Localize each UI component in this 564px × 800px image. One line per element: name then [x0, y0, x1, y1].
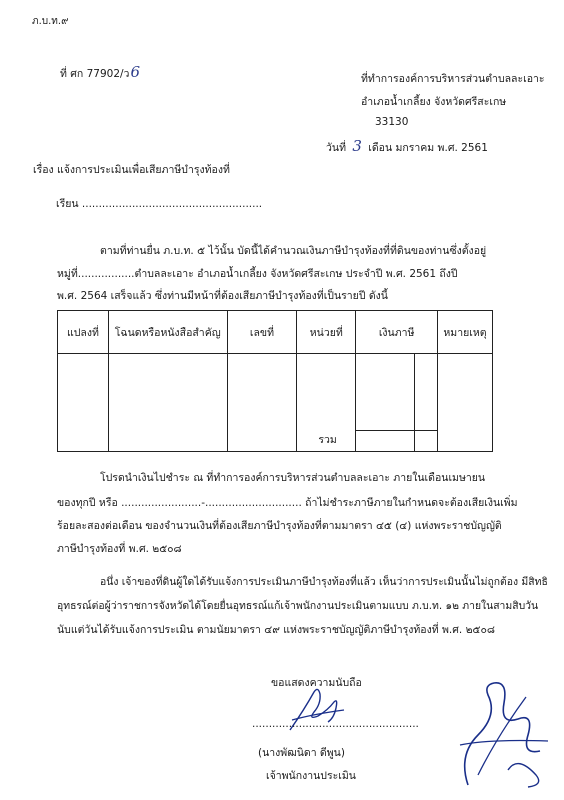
- date-prefix: วันที่: [326, 142, 346, 154]
- para1-line2: หมู่ที่.................ตำบลละเอาะ อำเภอน้ำเกลี้ยง จังหวัดศรีสะเกษ ประจำปี พ.ศ. 2561 ถึงปี: [57, 268, 458, 280]
- date-day-handwritten: 3: [352, 137, 362, 155]
- subject-line: เรื่อง แจ้งการประเมินเพื่อเสียภาษีบำรุงท้องที่: [33, 164, 230, 176]
- form-code: ภ.บ.ท.๙: [32, 16, 69, 27]
- header-tax-amount: เงินภาษี: [356, 311, 438, 354]
- signer-position: เจ้าพนักงานประเมิน: [266, 770, 356, 782]
- total-label: รวม: [318, 434, 337, 446]
- tax-table-row: [58, 354, 493, 452]
- cell-remark: [438, 354, 493, 452]
- signer-name: (นางพัฒนิดา ดีพูน): [258, 747, 345, 759]
- date-rest: เดือน มกราคม พ.ศ. 2561: [368, 142, 488, 154]
- approval-signature: [448, 675, 558, 795]
- sender-line-1: ที่ทำการองค์การบริหารส่วนตำบลละเอาะ: [361, 73, 545, 85]
- para2-line2: ของทุกปี หรือ ........................-............................. ถ้าไม่ชำระภาษีภายในกำหนดจะต้องเสียเงินเพิ่ม: [57, 497, 518, 509]
- para1-line1: ตามที่ท่านยื่น ภ.บ.ท. ๕ ไว้นั้น บัดนี้ได้คำนวณเงินภาษีบำรุงท้องที่ที่ดินของท่านซึ่งตั้งอยู่: [100, 245, 487, 257]
- header-deed: โฉนดหรือหนังสือสำคัญ: [108, 311, 227, 354]
- para3-line3: นับแต่วันได้รับแจ้งการประเมิน ตามนัยมาตรา ๔๙ แห่งพระราชบัญญัติภาษีบำรุงท้องที่ พ.ศ. ๒๕๐๘: [57, 624, 495, 636]
- cell-plot: [58, 354, 109, 452]
- reference-handwritten: 6: [130, 63, 141, 81]
- sender-line-2: อำเภอน้ำเกลี้ยง จังหวัดศรีสะเกษ: [361, 96, 507, 108]
- cell-deed: [108, 354, 227, 452]
- closing-text: ขอแสดงความนับถือ: [271, 677, 362, 689]
- header-unit: หน่วยที่: [297, 311, 356, 354]
- addressee-line: เรียน ......................................................: [56, 198, 263, 210]
- para3-line2: อุทธรณ์ต่อผู้ว่าราชการจังหวัดได้โดยยื่นอุทธรณ์แก้เจ้าพนักงานประเมินตามแบบ ภ.บ.ท. ๑๒ ภายในสามสิบวัน: [57, 600, 539, 612]
- sender-postcode: 33130: [375, 116, 409, 128]
- reference-number-text: ที่ ศก 77902/ว: [60, 68, 130, 80]
- tax-table-header: [58, 311, 493, 354]
- header-remark: หมายเหตุ: [438, 311, 493, 354]
- para1-line3: พ.ศ. 2564 เสร็จแล้ว ซึ่งท่านมีหน้าที่ต้องเสียภาษีบำรุงท้องที่เป็นรายปี ดังนี้: [57, 290, 388, 302]
- document-date: [326, 137, 488, 156]
- header-number: เลขที่: [227, 311, 297, 354]
- cell-tax-amount: [356, 354, 438, 452]
- para2-line3: ร้อยละสองต่อเดือน ของจำนวนเงินที่ต้องเสียภาษีบำรุงท้องที่ตามมาตรา ๔๕ (๔) แห่งพระราชบัญญัติ: [57, 520, 502, 532]
- para2-line4: ภาษีบำรุงท้องที่ พ.ศ. ๒๕๐๘: [57, 543, 182, 555]
- cell-number: [227, 354, 297, 452]
- signature-dots: ..................................................: [252, 718, 419, 730]
- tax-amount-divider: [414, 354, 415, 451]
- header-plot: แปลงที่: [58, 311, 109, 354]
- para2-line1: โปรดนำเงินไปชำระ ณ ที่ทำการองค์การบริหารส่วนตำบลละเอาะ ภายในเดือนเมษายน: [100, 472, 486, 484]
- tax-table: [57, 310, 493, 452]
- reference-number: [60, 63, 140, 82]
- tax-total-rule: [356, 430, 437, 431]
- cell-unit: [297, 354, 356, 452]
- para3-line1: อนึ่ง เจ้าของที่ดินผู้ใดได้รับแจ้งการประเมินภาษีบำรุงท้องที่แล้ว เห็นว่าการประเมินนั้นไม่ถูกต้อง มีสิทธิ: [100, 576, 548, 588]
- signature-image: [284, 680, 354, 740]
